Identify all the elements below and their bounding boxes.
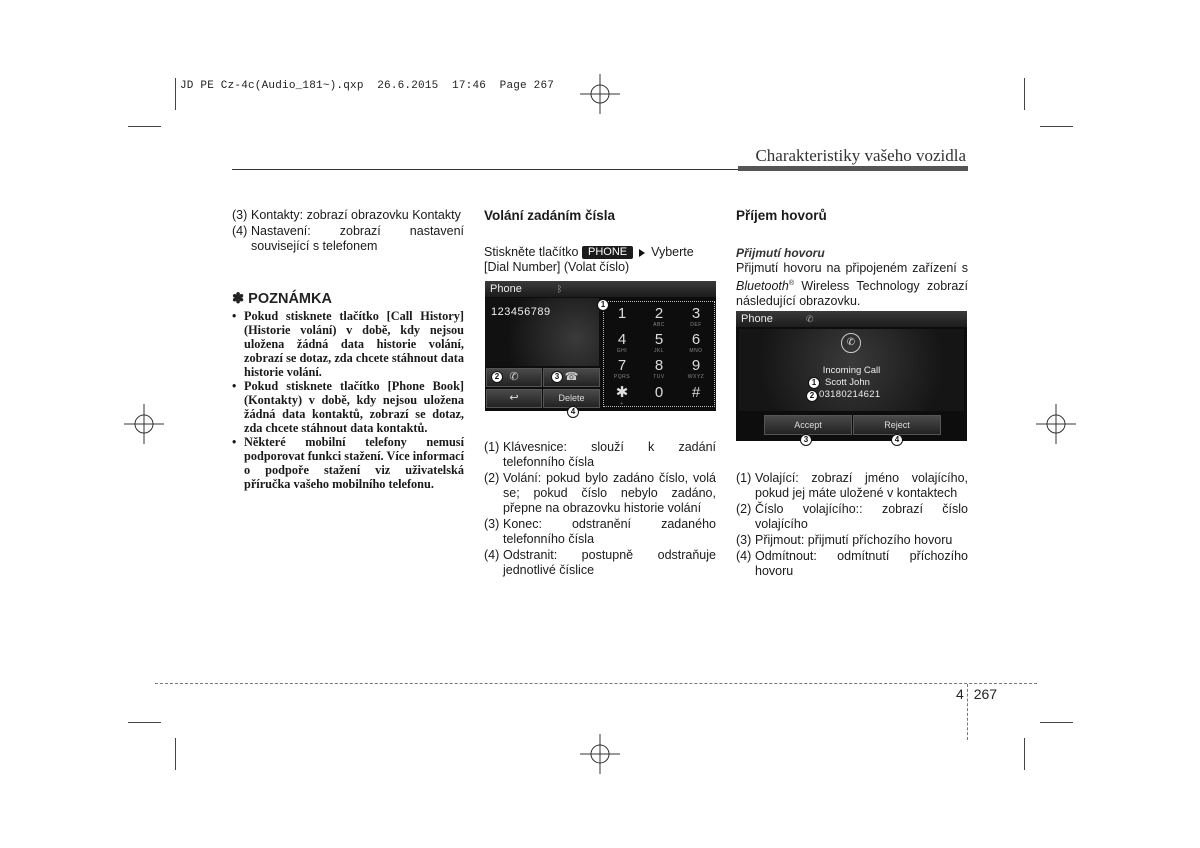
intro-text <box>484 245 716 260</box>
key-5[interactable]: 5 JKL <box>653 331 665 354</box>
subsection-heading: Přijmutí hovoru <box>736 246 825 260</box>
crop-mark <box>1024 738 1025 770</box>
registration-mark-icon <box>580 734 620 774</box>
item-text: Klávesnice: slouží k zadání telefonního čísla <box>503 440 716 469</box>
bluetooth-icon: ᛒ <box>557 284 563 294</box>
phone-handset-icon: ✆ <box>806 314 814 324</box>
registration-mark-icon <box>1036 404 1076 444</box>
left-column <box>232 208 464 491</box>
caller-number: 03180214621 <box>819 389 881 400</box>
incoming-paragraph <box>736 261 968 309</box>
bullet-item: • Pokud stisknete tlačítko [Call History] (Historie volání) v době, kdy nejsou uložena žádná data historie volání, zobrazí se dotaz, zda chcete stáhnout data historie volání. <box>232 309 464 379</box>
list-item <box>736 502 968 532</box>
header-rule <box>232 169 738 170</box>
middle-list <box>484 440 716 579</box>
callout-2: 2 <box>806 390 818 402</box>
item-text: Číslo volajícího:: zobrazí číslo volajícího <box>755 502 968 531</box>
key-8[interactable]: 8 TUV <box>653 357 665 380</box>
incoming-phone-icon: ✆ <box>841 333 861 353</box>
para-part-2: Wireless Technology zobrazí následující obrazovku. <box>736 279 968 309</box>
para-part-1: Přijmutí hovoru na připojeném zařízení s <box>736 261 968 275</box>
callout-3: 3 <box>800 434 812 446</box>
key-4[interactable]: 4 GHI <box>616 331 628 354</box>
crop-mark <box>128 126 161 127</box>
item-text: Volající: zobrazí jméno volajícího, pokud jej máte uložené v kontaktech <box>755 471 968 500</box>
crop-mark <box>1040 722 1073 723</box>
item-number: (3) <box>736 533 752 547</box>
list-item <box>484 548 716 578</box>
crop-mark <box>128 722 161 723</box>
screen-title: Phone <box>741 313 773 325</box>
list-item <box>736 471 968 501</box>
back-arrow-icon: ↩ <box>509 392 519 404</box>
registration-mark-icon <box>580 74 620 114</box>
note-bullets <box>232 309 464 491</box>
crop-mark <box>175 78 176 110</box>
incoming-call-screen <box>736 311 967 444</box>
callout-1: 1 <box>597 299 609 311</box>
item-text: Přijmout: přijmutí příchozího hovoru <box>755 533 953 547</box>
print-header: JD PE Cz-4c(Audio_181~).qxp 26.6.2015 17:46 Page 267 <box>180 80 555 92</box>
section-heading: Volání zadáním čísla <box>484 208 616 223</box>
header-rule-thick <box>738 166 968 171</box>
keypad <box>603 301 715 407</box>
right-list <box>736 471 968 580</box>
reject-button[interactable] <box>853 415 941 435</box>
reject-label: Reject <box>884 420 910 430</box>
callout-2: 2 <box>491 371 503 383</box>
footer-rule <box>155 683 1037 684</box>
page-number <box>956 686 997 702</box>
list-item <box>232 208 464 223</box>
key-6[interactable]: 6 MNO <box>689 331 703 354</box>
screen-title-bar <box>485 281 716 297</box>
item-number: (4) <box>736 549 752 563</box>
bullet-item: • Pokud stisknete tlačítko [Phone Book] (Kontakty) v době, kdy nejsou uložena žádná data kontaktů, zobrazí se dotaz, zda chcete stáhnout data kontaktů. <box>232 379 464 435</box>
arrow-right-icon <box>639 249 645 257</box>
item-text: Odstranit: postupně odstraňuje jednotlivé číslice <box>503 548 716 577</box>
item-number: (1) <box>736 471 752 485</box>
item-text: Konec: odstranění zadaného telefonního čísla <box>503 517 716 546</box>
callout-1: 1 <box>808 377 820 389</box>
crop-mark <box>1040 126 1073 127</box>
callout-4: 4 <box>891 434 903 446</box>
registered-mark: ® <box>788 280 794 287</box>
key-2[interactable]: 2 ABC <box>653 305 665 328</box>
key-9[interactable]: 9 WXYZ <box>687 357 705 380</box>
key-7[interactable]: 7 PQRS <box>613 357 631 380</box>
delete-label: Delete <box>558 393 585 403</box>
item-number: (1) <box>484 440 500 454</box>
screen-title-bar <box>736 311 967 327</box>
crop-mark <box>175 738 176 770</box>
list-item <box>736 549 968 579</box>
screen-title: Phone <box>490 283 522 295</box>
callout-3: 3 <box>551 371 563 383</box>
registration-mark-icon <box>124 404 164 444</box>
back-button[interactable] <box>486 389 542 408</box>
item-number: (3) <box>232 208 248 222</box>
dial-screen <box>485 281 716 416</box>
item-text: Nastavení: zobrazí nastavení související s telefonem <box>251 224 464 253</box>
note-heading: ✽ POZNÁMKA <box>232 291 332 307</box>
key-hash[interactable]: # <box>691 384 701 401</box>
caller-name: Scott John <box>825 377 870 388</box>
item-number: (3) <box>484 517 500 531</box>
intro-after: Vyberte <box>651 245 694 259</box>
list-item <box>232 224 464 254</box>
key-0[interactable]: 0 <box>654 384 664 401</box>
chapter-number: 4 <box>956 686 964 702</box>
list-item <box>484 440 716 470</box>
dialed-number: 123456789 <box>491 306 551 318</box>
callout-4: 4 <box>567 406 579 418</box>
end-call-icon: ☎ <box>564 371 579 383</box>
key-star[interactable]: ✱ + <box>615 384 629 407</box>
bullet-text: Pokud stisknete tlačítko [Phone Book] (Kontakty) v době, kdy nejsou uložena žádná data kontaktů, zobrazí se dotaz, zda chcete stáhnout data kontaktů. <box>244 379 464 435</box>
bullet-text: Pokud stisknete tlačítko [Call History] (Historie volání) v době, kdy nejsou uložena žádná data historie volání, zobrazí se dotaz, zda chcete stáhnout data historie volání. <box>244 309 464 379</box>
bullet-text: Některé mobilní telefony nemusí podporovat funkci stažení. Více informací o podpoře stažení viz uživatelská příručka vašeho mobilního telefonu. <box>244 435 464 491</box>
page-number-value: 267 <box>973 686 998 702</box>
list-item <box>484 471 716 516</box>
accept-button[interactable] <box>764 415 852 435</box>
call-icon: ✆ <box>509 371 519 383</box>
key-1[interactable]: 1 <box>617 305 627 322</box>
middle-column <box>484 208 716 275</box>
crop-mark <box>1024 78 1025 110</box>
item-text: Odmítnout: odmítnutí příchozího hovoru <box>755 549 968 578</box>
item-text: Kontakty: zobrazí obrazovku Kontakty <box>251 208 461 222</box>
right-column <box>736 208 968 309</box>
item-number: (4) <box>232 224 248 238</box>
key-3[interactable]: 3 DEF <box>690 305 702 328</box>
item-number: (2) <box>484 471 500 485</box>
intro-before: Stiskněte tlačítko <box>484 245 579 259</box>
phone-key-badge: PHONE <box>582 246 633 259</box>
chapter-title: Charakteristiky vašeho vozidla <box>755 146 966 165</box>
list-item <box>484 517 716 547</box>
bluetooth-word: Bluetooth <box>736 279 789 294</box>
item-number: (4) <box>484 548 500 562</box>
list-item <box>736 533 968 548</box>
incoming-call-label: Incoming Call <box>822 365 881 376</box>
accept-label: Accept <box>794 420 822 430</box>
section-heading: Příjem hovorů <box>736 208 827 223</box>
item-number: (2) <box>736 502 752 516</box>
bullet-item: • Některé mobilní telefony nemusí podporovat funkci stažení. Více informací o podpoře stažení viz uživatelská příručka vašeho mobilního telefonu. <box>232 435 464 491</box>
item-text: Volání: pokud bylo zadáno číslo, volá se; pokud číslo nebylo zadáno, přepne na obrazovku historie volání <box>503 471 716 515</box>
intro-line2: [Dial Number] (Volat číslo) <box>484 260 630 274</box>
